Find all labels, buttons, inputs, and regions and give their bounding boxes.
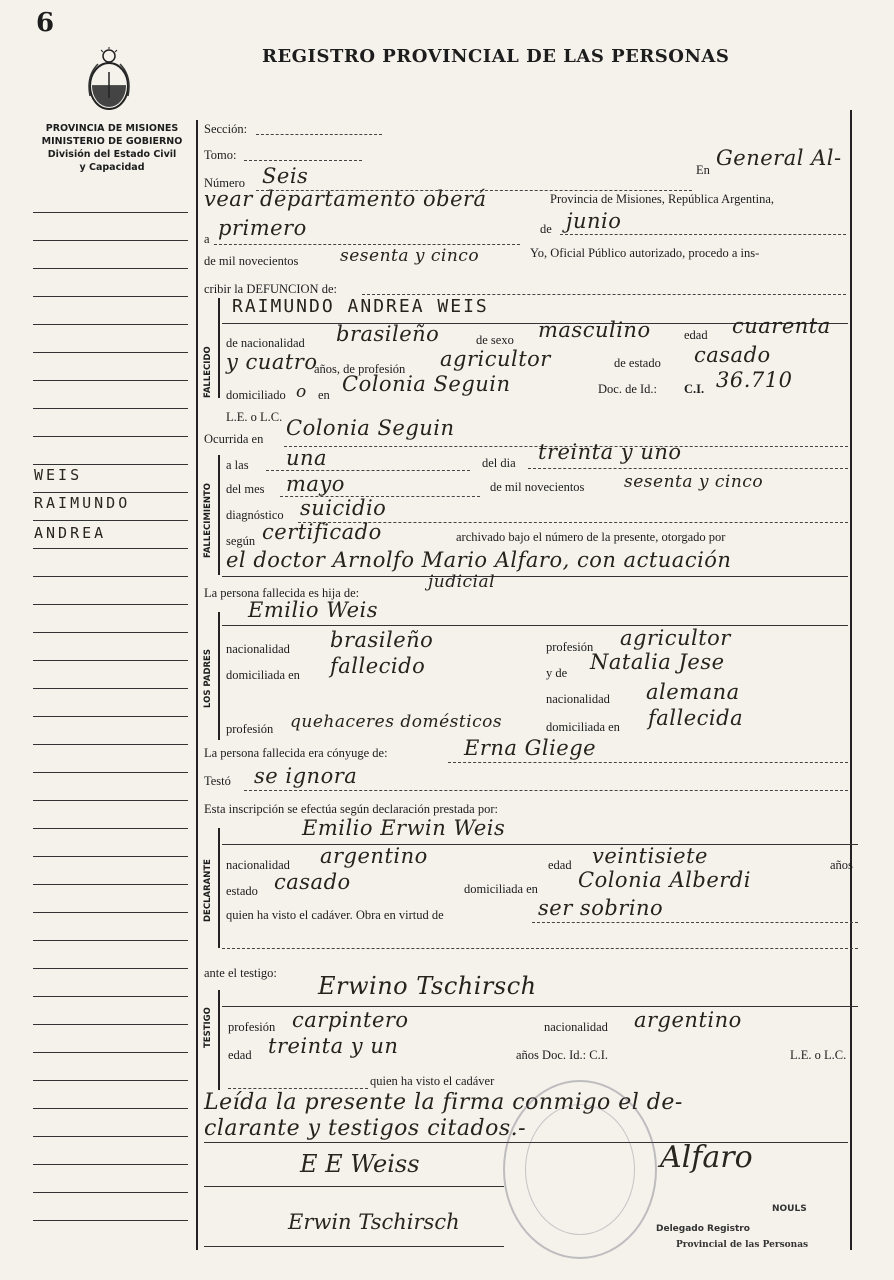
le-label: L.E. o L.C. bbox=[226, 410, 283, 424]
stamp-office: Provincial de las Personas bbox=[676, 1240, 809, 1250]
padres-side-label: LOS PADRES bbox=[203, 649, 213, 708]
document-title: REGISTRO PROVINCIAL DE LAS PERSONAS bbox=[262, 46, 730, 67]
testigo-profesion-label: profesión bbox=[228, 1020, 276, 1034]
signature-testigo: Erwin Tschirsch bbox=[288, 1210, 460, 1234]
declarante-domicilio-label: domiciliada en bbox=[464, 882, 538, 896]
edad-value: cuarenta bbox=[732, 314, 831, 338]
declarante-virtud-value: ser sobrino bbox=[538, 896, 664, 920]
fallecimiento-side-label: FALLECIMIENTO bbox=[203, 482, 213, 558]
deceased-name: RAIMUNDO ANDREA WEIS bbox=[232, 296, 489, 317]
tomo-label: Tomo: bbox=[204, 148, 237, 162]
year-value: sesenta y cinco bbox=[340, 246, 480, 266]
testigo-name: Erwino Tschirsch bbox=[318, 972, 537, 1000]
fallecimiento-bracket bbox=[218, 455, 220, 575]
testigo-doc-label: años Doc. Id.: C.I. bbox=[516, 1048, 608, 1062]
page-number: 6 bbox=[36, 8, 55, 38]
del-mes-label: del mes bbox=[226, 482, 265, 496]
estado-value: casado bbox=[694, 343, 771, 367]
del-dia-label: del dia bbox=[482, 456, 516, 470]
testo-value: se ignora bbox=[254, 764, 358, 788]
month-value: junio bbox=[566, 209, 622, 233]
padres-bracket bbox=[218, 612, 220, 740]
padre-domicilio-label: domiciliada en bbox=[226, 668, 300, 682]
padre-nacionalidad-label: nacionalidad bbox=[226, 642, 290, 656]
institution-line: y Capacidad bbox=[79, 162, 145, 173]
stamp-name: NOULS bbox=[772, 1204, 807, 1214]
ci-label: C.I. bbox=[684, 382, 705, 396]
segun-label: según bbox=[226, 534, 256, 548]
provincia-text: Provincia de Misiones, República Argentina, bbox=[550, 192, 775, 206]
testigo-edad-value: treinta y un bbox=[268, 1034, 399, 1058]
testo-line bbox=[244, 790, 848, 791]
mes-value: mayo bbox=[286, 472, 345, 496]
declarante-virtud-line bbox=[532, 922, 858, 923]
madre-domicilio-value: fallecida bbox=[648, 706, 744, 730]
signature-declarante: E E Weiss bbox=[300, 1150, 420, 1178]
padre-profesion-label: profesión bbox=[546, 640, 594, 654]
hora-value: una bbox=[286, 446, 328, 470]
institution-line: PROVINCIA DE MISIONES bbox=[45, 123, 179, 134]
domicilio-value: Colonia Seguin bbox=[342, 372, 511, 396]
year-label: de mil novecientos bbox=[204, 254, 299, 268]
dia-line bbox=[528, 468, 848, 469]
signature-line-1 bbox=[204, 1186, 504, 1187]
a-label: a bbox=[204, 232, 210, 246]
fallecido-bracket bbox=[218, 298, 220, 398]
anios-profesion-label: años, de profesión bbox=[314, 362, 406, 376]
institution-block bbox=[22, 122, 202, 174]
testigo-name-line bbox=[222, 1006, 858, 1007]
edad-value-cont: y cuatro bbox=[226, 350, 318, 374]
tomo-line bbox=[244, 160, 362, 161]
de-label: de bbox=[540, 222, 552, 236]
testigo-bracket bbox=[218, 990, 220, 1090]
en-label: En bbox=[696, 163, 710, 177]
diagnostico-value: suicidio bbox=[300, 496, 387, 520]
conyuge-line bbox=[448, 762, 848, 763]
madre-name: Natalia Jese bbox=[590, 650, 725, 674]
estado-label: de estado bbox=[614, 356, 661, 370]
declarante-bracket bbox=[218, 828, 220, 948]
testigo-visto-text: quien ha visto el cadáver bbox=[370, 1074, 495, 1088]
institution-line: División del Estado Civil bbox=[47, 149, 177, 160]
testigo-edad-label: edad bbox=[228, 1048, 252, 1062]
testigo-nacionalidad-value: argentino bbox=[634, 1008, 742, 1032]
left-frame-line bbox=[196, 120, 198, 1250]
doctor-line bbox=[222, 576, 848, 577]
madre-domicilio-label: domiciliada en bbox=[546, 720, 620, 734]
domiciliado-label: domiciliado bbox=[226, 388, 286, 402]
doc-id-label: Doc. de Id.: bbox=[598, 382, 658, 396]
day-line bbox=[214, 244, 520, 245]
profesion-value: agricultor bbox=[440, 347, 551, 371]
month-line bbox=[560, 234, 846, 235]
nacionalidad-value: brasileño bbox=[336, 322, 440, 346]
oficial-text: Yo, Oficial Público autorizado, procedo a ins- bbox=[530, 246, 760, 260]
testigo-visto-line bbox=[228, 1088, 368, 1089]
diagnostico-label: diagnóstico bbox=[226, 508, 284, 522]
seccion-line bbox=[256, 134, 382, 135]
archivado-text: archivado bajo el número de la presente, otorgado por bbox=[456, 530, 726, 544]
inscribir-text: cribir la DEFUNCION de: bbox=[204, 282, 337, 296]
declarante-side-label: DECLARANTE bbox=[203, 859, 213, 922]
madre-nacionalidad-value: alemana bbox=[646, 680, 740, 704]
padre-nacionalidad-value: brasileño bbox=[330, 628, 434, 652]
declarante-extra-line bbox=[222, 948, 858, 949]
place-value-cont: vear departamento oberá bbox=[204, 187, 487, 211]
coat-of-arms-emblem bbox=[84, 46, 134, 116]
declarante-nacionalidad-value: argentino bbox=[320, 844, 428, 868]
ocurrida-label: Ocurrida en bbox=[204, 432, 264, 446]
ci-value: 36.710 bbox=[716, 368, 793, 392]
declarante-intro: Esta inscripción se efectúa según declaración prestada por: bbox=[204, 802, 498, 816]
declarante-name: Emilio Erwin Weis bbox=[302, 816, 506, 840]
doctor-value: el doctor Arnolfo Mario Alfaro, con actuación bbox=[226, 548, 732, 572]
margin-surname: WEIS bbox=[34, 466, 83, 484]
declarante-visto-text: quien ha visto el cadáver. Obra en virtud de bbox=[226, 908, 444, 922]
y-de-label: y de bbox=[546, 666, 568, 680]
domicilio-en-label: en bbox=[318, 388, 330, 402]
sexo-value: masculino bbox=[538, 318, 651, 342]
testigo-le-label: L.E. o L.C. bbox=[790, 1048, 847, 1062]
hora-line bbox=[266, 470, 470, 471]
testigo-nacionalidad-label: nacionalidad bbox=[544, 1020, 608, 1034]
testigo-side-label: TESTIGO bbox=[203, 1007, 213, 1048]
signature-line-2 bbox=[204, 1246, 504, 1247]
domiciliado-ending: o bbox=[296, 382, 307, 402]
closing-line-1: Leída la presente la firma conmigo el de- bbox=[204, 1090, 683, 1115]
margin-firstname: RAIMUNDO bbox=[34, 494, 131, 512]
a-las-label: a las bbox=[226, 458, 249, 472]
judicial-value: judicial bbox=[428, 572, 496, 592]
declarante-name-line bbox=[222, 844, 858, 845]
testigo-intro: ante el testigo: bbox=[204, 966, 277, 980]
ocurrida-value: Colonia Seguin bbox=[286, 416, 455, 440]
day-value: primero bbox=[218, 216, 307, 240]
declarante-nacionalidad-label: nacionalidad bbox=[226, 858, 290, 872]
sexo-label: de sexo bbox=[476, 333, 514, 347]
testigo-profesion-value: carpintero bbox=[292, 1008, 409, 1032]
place-value: General Al- bbox=[716, 146, 842, 170]
institution-line: MINISTERIO DE GOBIERNO bbox=[41, 136, 183, 147]
fallecido-side-label: FALLECIDO bbox=[203, 346, 213, 398]
madre-nacionalidad-label: nacionalidad bbox=[546, 692, 610, 706]
madre-profesion-label: profesión bbox=[226, 722, 274, 736]
madre-profesion-value: quehaceres domésticos bbox=[290, 712, 503, 732]
dia-value: treinta y uno bbox=[538, 440, 682, 464]
hija-label: La persona fallecida es hija de: bbox=[204, 586, 360, 600]
margin-middlename: ANDREA bbox=[34, 524, 107, 542]
stamp-title: Delegado Registro bbox=[656, 1224, 750, 1234]
numero-value: Seis bbox=[262, 164, 309, 188]
inscribir-line bbox=[362, 294, 846, 295]
padre-domicilio-value: fallecido bbox=[330, 654, 426, 678]
declarante-edad-label: edad bbox=[548, 858, 572, 872]
conyuge-label: La persona fallecida era cónyuge de: bbox=[204, 746, 388, 760]
declarante-anios-label: años bbox=[830, 858, 853, 872]
padre-name-line bbox=[222, 625, 848, 626]
closing-line-2: clarante y testigos citados.- bbox=[204, 1116, 527, 1141]
declarante-domicilio-value: Colonia Alberdi bbox=[578, 868, 751, 892]
conyuge-value: Erna Gliege bbox=[464, 736, 597, 760]
right-frame-line bbox=[850, 110, 852, 1250]
signature-official: Alfaro bbox=[660, 1140, 753, 1175]
seccion-label: Sección: bbox=[204, 122, 248, 136]
segun-value: certificado bbox=[262, 520, 382, 544]
declarante-estado-label: estado bbox=[226, 884, 258, 898]
official-seal bbox=[503, 1080, 657, 1259]
padre-name: Emilio Weis bbox=[248, 598, 379, 622]
edad-label: edad bbox=[684, 328, 708, 342]
nacionalidad-label: de nacionalidad bbox=[226, 336, 305, 350]
padre-profesion-value: agricultor bbox=[620, 626, 731, 650]
numero-label: Número bbox=[204, 176, 245, 190]
anio-fallecimiento-value: sesenta y cinco bbox=[624, 472, 764, 492]
declarante-estado-value: casado bbox=[274, 870, 351, 894]
declarante-edad-value: veintisiete bbox=[592, 844, 708, 868]
testo-label: Testó bbox=[204, 774, 231, 788]
anio-fallecimiento-label: de mil novecientos bbox=[490, 480, 585, 494]
